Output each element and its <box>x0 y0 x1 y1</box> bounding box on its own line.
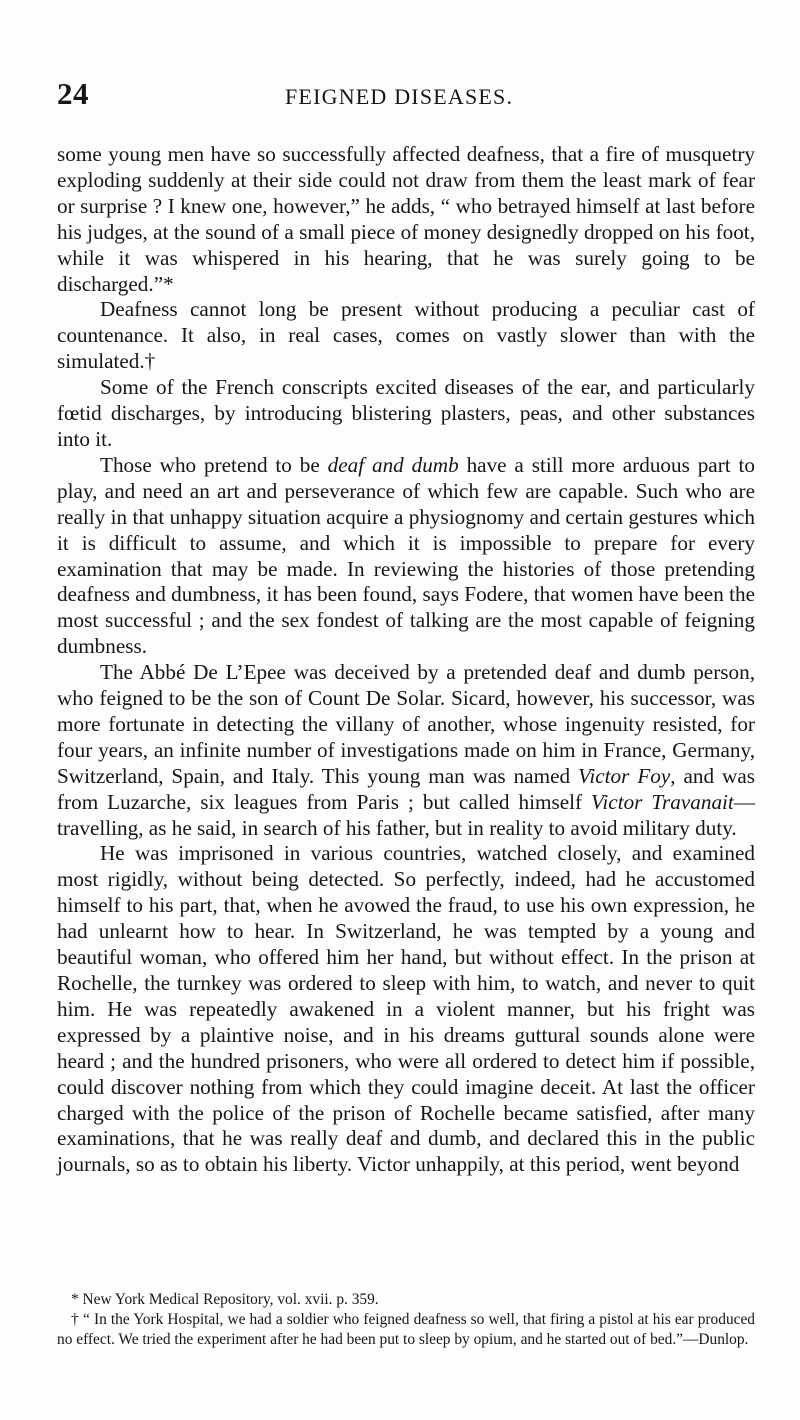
footnote-2: † “ In the York Hospital, we had a soldier who feigned deafness so well, that firing a pistol at his ear produced no effect. We tried the experiment after he had been put to sleep by opium, and he started out of bed.”—Dunlop. <box>57 1311 755 1348</box>
text-run: The Abbé De L’Epee was deceived by a pretended deaf and dumb person, who feigned to be the son of Count De Solar. Sicard, however, his successor, was more fortunate in detecting the villany of another, whose ingenuity resisted, for four years, an infinite number of investigations made on him in France, Germany, Switzerland, Spain, and Italy. This young man was named <box>57 660 755 788</box>
paragraph-french-conscripts <box>57 375 755 453</box>
text-run: Those who pretend to be <box>100 452 328 477</box>
text-run: , and was from Luzarche, six leagues from Paris ; but called himself <box>57 763 755 814</box>
body-text <box>57 142 755 1178</box>
footnotes <box>57 1290 755 1350</box>
paragraph-deaf-and-dumb <box>57 453 755 660</box>
text-run: He was imprisoned in various countries, watched closely, and examined most rigidly, without being detected. So perfectly, indeed, had he accustomed himself to his part, that, when he avowed the fraud, to use his own expression, he had unlearnt how to hear. In Switzerland, he was tempted by a young and beautiful woman, who offered him her hand, but without effect. In the prison at Rochelle, the turnkey was ordered to sleep with him, to watch, and never to quit him. He was repeatedly awakened in a violent manner, but his fright was expressed by a plaintive noise, and in his dreams guttural sounds alone were heard ; and the hundred prisoners, who were all ordered to detect him if possible, could discover nothing from which they could imagine deceit. At last the officer charged with the police of the prison of Rochelle became satisfied, after many examinations, that he was really deaf and dumb, and declared this in the public journals, so as to obtain his liberty. Victor unhappily, at this period, went beyond <box>57 841 755 1177</box>
paragraph-imprisoned <box>57 841 755 1178</box>
italic-text-run: Victor Travanait <box>591 789 734 814</box>
text-run: some young men have so successfully affected deafness, that a fire of musquetry exploding suddenly at their side could not draw from them the least mark of fear or surprise ? I knew one, however,” he adds, “ who betrayed himself at last before his judges, at the sound of a small piece of money designedly dropped on his foot, while it was whispered in his hearing, that he was surely going to be discharged.”* <box>57 142 755 296</box>
page-number: 24 <box>57 76 89 111</box>
paragraph-abbe-de-lepee <box>57 660 755 841</box>
running-title: FEIGNED DISEASES. <box>285 84 514 109</box>
text-run: have a still more arduous part to play, and need an art and perseverance of which few are capable. Such who are really in that unhappy situation acquire a physiognomy and certain gestures which it is difficult to assume, and which it is impossible to prepare for every examination that may be made. In reviewing the histories of those pretending deafness and dumbness, it has been found, says Fodere, that women have been the most successful ; and the sex fondest of talking are the most capable of feigning dumbness. <box>57 452 755 659</box>
paragraph-continuation <box>57 142 755 297</box>
page-header <box>57 76 757 116</box>
italic-text-run: Victor Foy <box>578 763 671 788</box>
paragraph-deafness-countenance <box>57 297 755 375</box>
footnote-1: * New York Medical Repository, vol. xvii. p. 359. <box>71 1291 379 1308</box>
italic-text-run: deaf and dumb <box>327 452 459 477</box>
text-run: —travelling, as he said, in search of his father, but in reality to avoid military duty. <box>57 789 755 840</box>
text-run: Some of the French conscripts excited diseases of the ear, and particularly fœtid discharges, by introducing blistering plasters, peas, and other substances into it. <box>57 375 755 451</box>
text-run: Deafness cannot long be present without producing a peculiar cast of countenance. It also, in real cases, comes on vastly slower than with the simulated.† <box>57 297 755 374</box>
